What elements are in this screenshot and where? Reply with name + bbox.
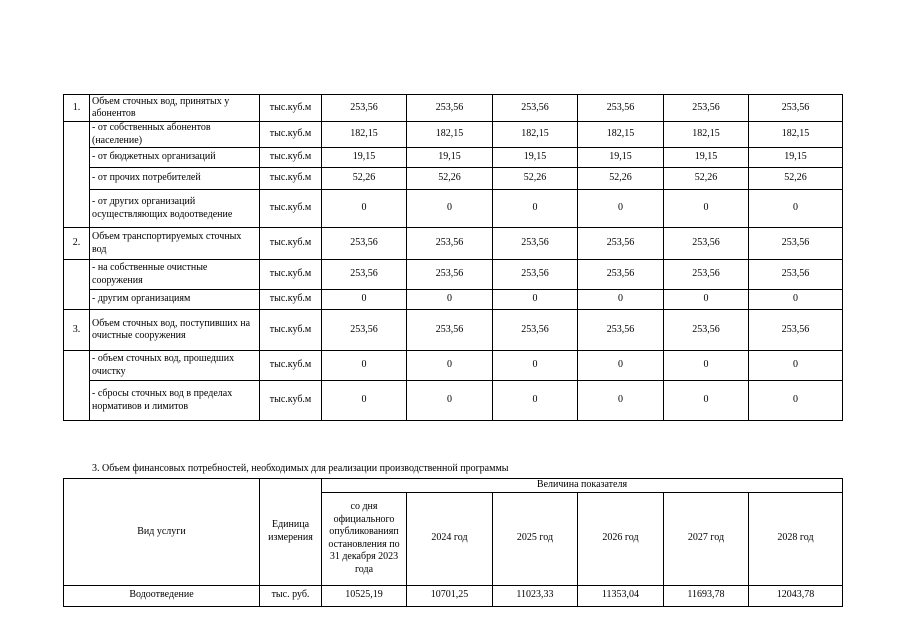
- unit-cell: тыс.куб.м: [260, 148, 322, 168]
- value-cell: 19,15: [749, 148, 843, 168]
- value-cell: 253,56: [578, 228, 664, 260]
- value-cell: 253,56: [322, 260, 407, 290]
- value-cell: 0: [493, 351, 578, 381]
- table-row: [64, 260, 843, 290]
- table-row: [64, 351, 843, 381]
- table-row: [64, 585, 843, 606]
- value-cell: 11693,78: [664, 585, 749, 606]
- value-cell: 12043,78: [749, 585, 843, 606]
- value-cell: 0: [578, 351, 664, 381]
- value-cell: 11353,04: [578, 585, 664, 606]
- unit-cell: тыс.куб.м: [260, 95, 322, 122]
- row-number-cell: 3.: [64, 310, 90, 351]
- value-cell: 253,56: [493, 95, 578, 122]
- header-period: 2026 год: [578, 492, 664, 585]
- table-row: [64, 290, 843, 310]
- unit-cell: тыс. руб.: [260, 585, 322, 606]
- value-cell: 10701,25: [407, 585, 493, 606]
- value-cell: 182,15: [322, 122, 407, 148]
- value-cell: 0: [493, 290, 578, 310]
- indicator-name-cell: - от других организаций осуществляющих водоотведение: [90, 190, 260, 228]
- unit-cell: тыс.куб.м: [260, 310, 322, 351]
- value-cell: 253,56: [407, 260, 493, 290]
- value-cell: 0: [493, 190, 578, 228]
- unit-cell: тыс.куб.м: [260, 228, 322, 260]
- value-cell: 52,26: [749, 168, 843, 190]
- value-cell: 253,56: [322, 95, 407, 122]
- header-service: Вид услуги: [64, 479, 260, 586]
- indicator-name-cell: - на собственные очистные сооружения: [90, 260, 260, 290]
- header-period: 2028 год: [749, 492, 843, 585]
- value-cell: 253,56: [493, 260, 578, 290]
- header-unit: Единица измерения: [260, 479, 322, 586]
- value-cell: 0: [493, 381, 578, 421]
- value-cell: 10525,19: [322, 585, 407, 606]
- value-cell: 253,56: [493, 310, 578, 351]
- value-cell: 253,56: [322, 310, 407, 351]
- table-row: [64, 168, 843, 190]
- section-3-title: 3. Объем финансовых потребностей, необходимых для реализации производственной программы: [92, 463, 509, 474]
- value-cell: 182,15: [493, 122, 578, 148]
- value-cell: 0: [664, 351, 749, 381]
- value-cell: 0: [407, 190, 493, 228]
- value-cell: 0: [749, 381, 843, 421]
- value-cell: 0: [749, 290, 843, 310]
- value-cell: 19,15: [493, 148, 578, 168]
- value-cell: 0: [322, 190, 407, 228]
- value-cell: 253,56: [664, 310, 749, 351]
- value-cell: 253,56: [407, 228, 493, 260]
- value-cell: 0: [407, 290, 493, 310]
- value-cell: 19,15: [664, 148, 749, 168]
- table-row: [64, 148, 843, 168]
- value-cell: 0: [407, 381, 493, 421]
- header-period: 2024 год: [407, 492, 493, 585]
- value-cell: 253,56: [664, 95, 749, 122]
- header-period: 2027 год: [664, 492, 749, 585]
- unit-cell: тыс.куб.м: [260, 260, 322, 290]
- value-cell: 253,56: [664, 228, 749, 260]
- row-number-cell: [64, 122, 90, 228]
- header-period: 2025 год: [493, 492, 578, 585]
- row-number-cell: [64, 260, 90, 310]
- table-row: [64, 381, 843, 421]
- value-cell: 253,56: [749, 310, 843, 351]
- financial-needs-table: [63, 478, 843, 607]
- value-cell: 52,26: [578, 168, 664, 190]
- value-cell: 0: [322, 290, 407, 310]
- table-row: [64, 190, 843, 228]
- value-cell: 253,56: [407, 310, 493, 351]
- service-cell: Водоотведение: [64, 585, 260, 606]
- value-cell: 0: [664, 190, 749, 228]
- value-cell: 182,15: [749, 122, 843, 148]
- table-row: [64, 310, 843, 351]
- row-number-cell: 2.: [64, 228, 90, 260]
- indicator-name-cell: - другим организациям: [90, 290, 260, 310]
- value-cell: 52,26: [407, 168, 493, 190]
- indicator-name-cell: Объем сточных вод, принятых у абонентов: [90, 95, 260, 122]
- value-cell: 0: [664, 290, 749, 310]
- indicator-name-cell: Объем транспортируемых сточных вод: [90, 228, 260, 260]
- row-number-cell: [64, 351, 90, 421]
- value-cell: 253,56: [407, 95, 493, 122]
- indicator-name-cell: Объем сточных вод, поступивших на очистные сооружения: [90, 310, 260, 351]
- value-cell: 52,26: [664, 168, 749, 190]
- unit-cell: тыс.куб.м: [260, 168, 322, 190]
- value-cell: 253,56: [749, 95, 843, 122]
- value-cell: 11023,33: [493, 585, 578, 606]
- unit-cell: тыс.куб.м: [260, 381, 322, 421]
- unit-cell: тыс.куб.м: [260, 190, 322, 228]
- value-cell: 253,56: [493, 228, 578, 260]
- row-number-cell: 1.: [64, 95, 90, 122]
- value-cell: 182,15: [578, 122, 664, 148]
- value-cell: 0: [578, 381, 664, 421]
- value-cell: 19,15: [578, 148, 664, 168]
- indicator-name-cell: - сбросы сточных вод в пределах нормативов и лимитов: [90, 381, 260, 421]
- value-cell: 0: [578, 290, 664, 310]
- unit-cell: тыс.куб.м: [260, 122, 322, 148]
- header-value-group: Величина показателя: [322, 479, 843, 493]
- value-cell: 0: [664, 381, 749, 421]
- unit-cell: тыс.куб.м: [260, 351, 322, 381]
- value-cell: 253,56: [322, 228, 407, 260]
- value-cell: 52,26: [493, 168, 578, 190]
- value-cell: 182,15: [664, 122, 749, 148]
- table-row: [64, 95, 843, 122]
- value-cell: 0: [322, 381, 407, 421]
- value-cell: 253,56: [749, 228, 843, 260]
- value-cell: 19,15: [407, 148, 493, 168]
- header-period: со дня официального опубликованияп остановления по 31 декабря 2023 года: [322, 492, 407, 585]
- table-row: [64, 228, 843, 260]
- value-cell: 253,56: [578, 310, 664, 351]
- production-indicators-table: [63, 94, 843, 421]
- value-cell: 253,56: [664, 260, 749, 290]
- indicator-name-cell: - от собственных абонентов (население): [90, 122, 260, 148]
- value-cell: 253,56: [578, 260, 664, 290]
- value-cell: 0: [749, 190, 843, 228]
- indicator-name-cell: - объем сточных вод, прошедших очистку: [90, 351, 260, 381]
- value-cell: 0: [322, 351, 407, 381]
- value-cell: 182,15: [407, 122, 493, 148]
- indicator-name-cell: - от прочих потребителей: [90, 168, 260, 190]
- value-cell: 0: [578, 190, 664, 228]
- unit-cell: тыс.куб.м: [260, 290, 322, 310]
- value-cell: 0: [749, 351, 843, 381]
- value-cell: 0: [407, 351, 493, 381]
- value-cell: 52,26: [322, 168, 407, 190]
- table-row: [64, 122, 843, 148]
- indicator-name-cell: - от бюджетных организаций: [90, 148, 260, 168]
- value-cell: 19,15: [322, 148, 407, 168]
- indicators-table-body: [64, 95, 843, 421]
- value-cell: 253,56: [749, 260, 843, 290]
- value-cell: 253,56: [578, 95, 664, 122]
